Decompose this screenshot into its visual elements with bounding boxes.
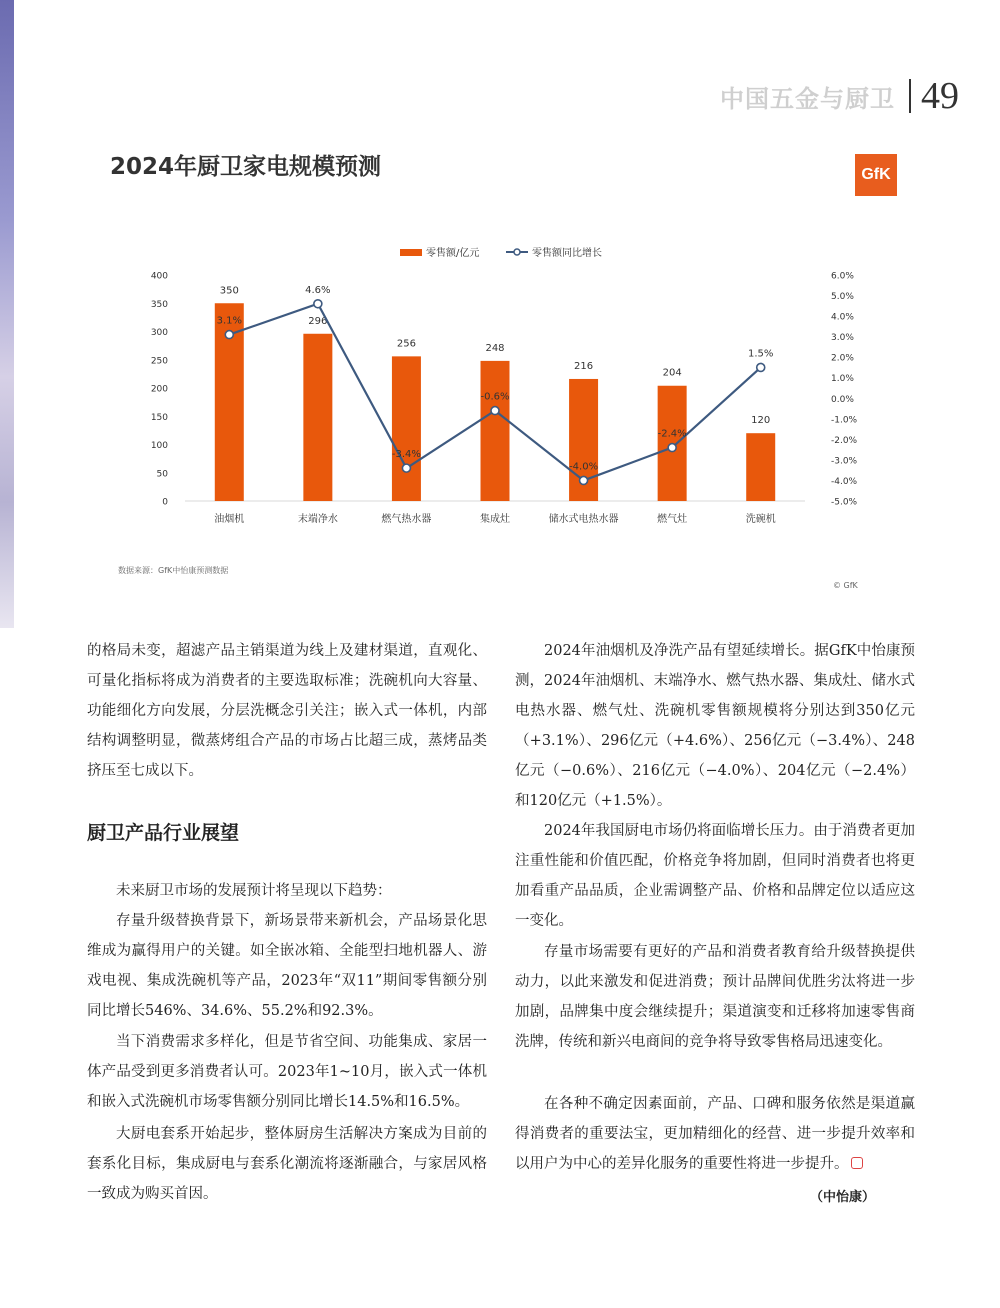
- y-left-tick-label: 100: [150, 441, 168, 451]
- x-tick-label: 洗碗机: [745, 514, 776, 525]
- y-left-tick-label: 150: [150, 412, 168, 423]
- growth-value-label: 4.6%: [305, 284, 331, 296]
- y-right-tick-label: 5.0%: [831, 292, 854, 303]
- y-right-tick-label: -5.0%: [831, 497, 858, 508]
- growth-point: [491, 407, 499, 415]
- gfk-logo: GfK: [855, 154, 897, 196]
- y-right-tick-label: -2.0%: [831, 435, 858, 446]
- right-paragraph-2: 2024年我国厨电市场仍将面临增长压力。由于消费者更加注重性能和价值匹配，价格竞争将加剧，但同时消费者也将更加看重产品品质，企业需调整产品、价格和品牌定位以适应这一变化。: [515, 823, 915, 929]
- left-paragraph-4: 当下消费需求多样化，但是节省空间、功能集成、家居一体产品受到更多消费者认可。2023年1~10月，嵌入式一体机和嵌入式洗碗机市场零售额分别同比增长14.5%和16.5%。: [87, 1034, 487, 1110]
- x-tick-label: 燃气热水器: [381, 514, 432, 525]
- y-right-tick-label: -3.0%: [831, 456, 858, 467]
- y-right-tick-label: -1.0%: [831, 415, 858, 426]
- growth-point: [402, 464, 410, 472]
- legend-line-marker: [514, 249, 520, 255]
- bar: [303, 334, 332, 501]
- chart-source: 数据来源：GfK中怡康预测数据: [118, 566, 229, 575]
- bar-value-label: 248: [485, 342, 505, 354]
- growth-point: [225, 331, 233, 339]
- y-right-tick-label: -4.0%: [831, 476, 858, 487]
- y-right-tick-label: 2.0%: [831, 353, 854, 364]
- y-left-tick-label: 0: [162, 497, 168, 508]
- chart-title: 2024年厨卫家电规模预测: [110, 154, 382, 180]
- y-right-tick-label: 3.0%: [831, 333, 854, 344]
- left-paragraph-3: 存量升级替换背景下，新场景带来新机会，产品场景化思维成为赢得用户的关键。如全嵌冰箱、全能型扫地机器人、游戏电视、集成洗碗机等产品，2023年“双11”期间零售额分别同比增长546%、34.6%、55.2%和92.3%。: [87, 913, 487, 1019]
- y-right-tick-label: 6.0%: [831, 271, 854, 282]
- growth-value-label: -2.4%: [657, 428, 687, 440]
- legend-bar-swatch: [400, 249, 422, 256]
- page-number: 49: [921, 75, 959, 117]
- right-paragraph-4: [515, 1089, 915, 1179]
- y-right-tick-label: 4.0%: [831, 312, 854, 323]
- section-heading: 厨卫产品行业展望: [87, 822, 240, 844]
- growth-point: [757, 363, 765, 371]
- bar: [392, 356, 421, 501]
- legend-line-label: 零售额同比增长: [532, 248, 602, 259]
- y-left-tick-label: 200: [150, 384, 168, 395]
- x-tick-label: 储水式电热水器: [548, 514, 619, 525]
- y-right-tick-label: 0.0%: [831, 394, 854, 405]
- y-left-tick-label: 400: [150, 271, 168, 282]
- right-paragraph-4-text: 在各种不确定因素面前，产品、口碑和服务依然是渠道赢得消费者的重要法宝，更加精细化的经营、进一步提升效率和以用户为中心的差异化服务的重要性将进一步提升。: [515, 1096, 915, 1172]
- chart-copyright: © GfK: [833, 581, 858, 590]
- growth-value-label: -0.6%: [480, 391, 510, 403]
- growth-point: [314, 300, 322, 308]
- x-tick-label: 集成灶: [480, 514, 510, 525]
- author-credit: （中怡康）: [810, 1190, 876, 1205]
- growth-point: [580, 476, 588, 484]
- bar-value-label: 204: [662, 367, 682, 379]
- bar-value-label: 120: [751, 415, 771, 427]
- x-tick-label: 末端净水: [297, 514, 338, 525]
- left-paragraph-1: 的格局未变，超滤产品主销渠道为线上及建材渠道，直观化、可量化指标将成为消费者的主要选取标准；洗碗机向大容量、功能细化方向发展，分层洗概念引关注；嵌入式一体机，内部结构调整明显，微蒸烤组合产品的市场占比超三成，蒸烤品类挤压至七成以下。: [87, 643, 487, 779]
- bar: [746, 433, 775, 501]
- right-paragraph-3: 存量市场需要有更好的产品和消费者教育给升级替换提供动力，以此来激发和促进消费；预计品牌间优胜劣汰将进一步加剧，品牌集中度会继续提升；渠道演变和迁移将加速零售商洗牌，传统和新兴电商间的竞争将导致零售格局迅速变化。: [515, 944, 915, 1050]
- masthead-divider: [909, 79, 911, 113]
- growth-value-label: -3.4%: [391, 449, 421, 461]
- bar-value-label: 216: [574, 360, 594, 372]
- magazine-title: 中国五金与厨卫: [720, 84, 895, 113]
- masthead: [720, 76, 959, 116]
- left-edge-strip: [0, 0, 14, 628]
- legend-bar-label: 零售额/亿元: [426, 248, 480, 259]
- y-left-tick-label: 300: [150, 328, 168, 338]
- bar-value-label: 256: [396, 338, 416, 350]
- y-left-tick-label: 250: [150, 356, 168, 367]
- y-left-tick-label: 50: [156, 469, 168, 480]
- growth-value-label: 3.1%: [216, 315, 242, 327]
- left-paragraph-5: 大厨电套系开始起步，整体厨房生活解决方案成为目前的套系化目标，集成厨电与套系化潮流将逐渐融合，与家居风格一致成为购买首因。: [87, 1126, 487, 1202]
- bar-value-label: 296: [308, 315, 328, 327]
- growth-point: [668, 444, 676, 452]
- x-tick-label: 燃气灶: [657, 514, 688, 525]
- retail-forecast-chart: [100, 230, 870, 540]
- bar-value-label: 350: [219, 285, 239, 297]
- left-paragraph-2: 未来厨卫市场的发展预计将呈现以下趋势：: [116, 883, 392, 899]
- y-right-tick-label: 1.0%: [831, 374, 854, 385]
- end-mark-icon: [851, 1157, 863, 1169]
- x-tick-label: 油烟机: [214, 514, 245, 525]
- right-paragraph-1: 2024年油烟机及净洗产品有望延续增长。据GfK中怡康预测，2024年油烟机、末端净水、燃气热水器、集成灶、储水式电热水器、燃气灶、洗碗机零售额规模将分别达到350亿元（+3.1%）、296亿元（+4.6%）、256亿元（−3.4%）、248亿元（−0.6%）、216亿元（−4.0%）、204亿元（−2.4%）和120亿元（+1.5%）。: [515, 643, 915, 809]
- growth-value-label: -4.0%: [569, 461, 599, 473]
- bar: [481, 361, 510, 501]
- y-left-tick-label: 350: [150, 299, 168, 310]
- growth-value-label: 1.5%: [748, 348, 774, 360]
